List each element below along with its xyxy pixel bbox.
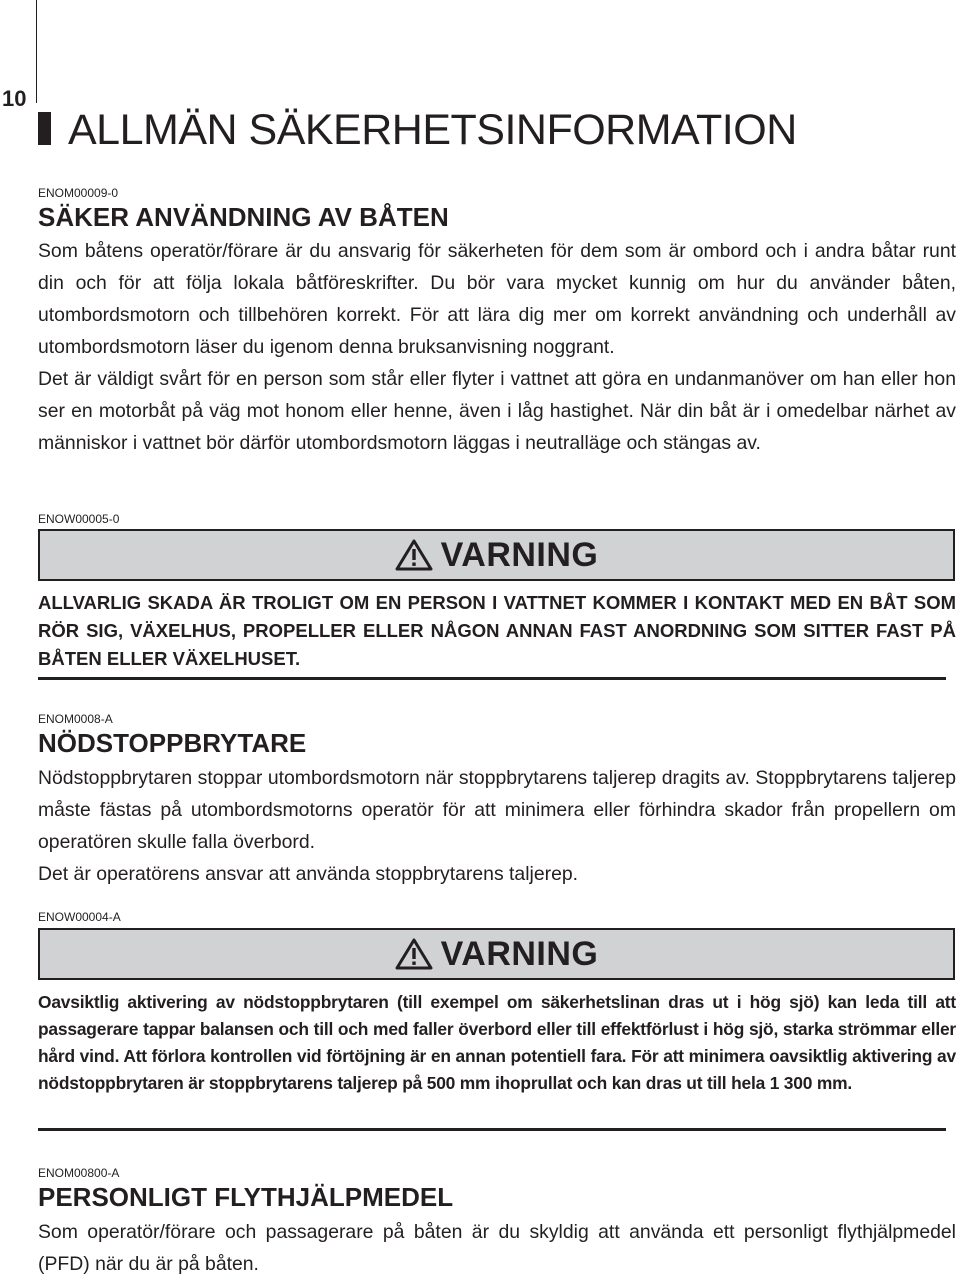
warning-triangle-icon xyxy=(395,937,433,971)
section-code: ENOM00009-0 xyxy=(38,186,119,200)
paragraph: Det är väldigt svårt för en person som står eller flyter i vattnet att göra en undanmanöver om han eller hon ser en motorbåt på väg mot honom eller henne, även i låg hastighet. När din båt är i omedelbar närhet av människor i vattnet bör därför utombordsmotorn läggas i neutralläge och stängas av. xyxy=(38,368,956,454)
section-title-emergency-stop: NÖDSTOPPBRYTARE xyxy=(38,728,307,758)
paragraph: Som båtens operatör/förare är du ansvarig för säkerheten för dem som är ombord och i andra båtar runt din och för att följa lokala båtföreskrifter. Du bör vara mycket kunnig om hur du använder båten, utombordsmotorn och tillbehören korrekt. För att lära dig mer om korrekt användning och underhåll av utombordsmotorn läser du igenom denna bruksanvisning noggrant. xyxy=(38,240,956,358)
paragraph: Det är operatörens ansvar att använda stoppbrytarens taljerep. xyxy=(38,863,579,885)
warning-header xyxy=(38,529,955,581)
paragraph: Som operatör/förare och passagerare på båten är du skyldig att använda ett personligt flythjälpmedel (PFD) när du är på båten. xyxy=(38,1221,956,1275)
warning-triangle-icon xyxy=(395,538,433,572)
chapter-title: ALLMÄN SÄKERHETSINFORMATION xyxy=(68,106,797,154)
warning-label: VARNING xyxy=(440,935,599,973)
section-body-emergency-stop xyxy=(38,762,956,890)
warning-label: VARNING xyxy=(440,536,599,574)
section-body-safe-use xyxy=(38,235,956,459)
section-code: ENOM0008-A xyxy=(38,712,113,726)
section-title-pfd: PERSONLIGT FLYTHJÄLPMEDEL xyxy=(38,1182,454,1212)
section-title-safe-use: SÄKER ANVÄNDNING AV BÅTEN xyxy=(38,202,449,232)
warning-text: Oavsiktlig aktivering av nödstoppbrytaren (till exempel om säkerhetslinan dras ut i hög sjö) kan leda till att passagerare tappar balansen och till och med faller överbord eller till effektförlust i hög sjö, starka strömmar eller hård vind. Att förlora kontrollen vid förtöjning är en annan potentiell fara. För att minimera oavsiktlig aktivering av nödstoppbrytaren är stoppbrytarens taljerep på 500 mm ihoprullat och kan dras ut till hela 1 300 mm. xyxy=(38,992,956,1093)
warning-header xyxy=(38,928,955,980)
paragraph: Nödstoppbrytaren stoppar utombordsmotorn när stoppbrytarens taljerep dragits av. Stoppbrytarens taljerep måste fästas på utombordsmotorns operatör för att minimera eller förhindra skador från propellern om operatören skulle falla överbord. xyxy=(38,767,956,853)
warning-text: ALLVARLIG SKADA ÄR TROLIGT OM EN PERSON I VATTNET KOMMER I KONTAKT MED EN BÅT SOM RÖR SIG, VÄXELHUS, PROPELLER ELLER NÅGON ANNAN FAST ANORDNING SOM SITTER FAST PÅ BÅTEN ELLER VÄXELHUSET. xyxy=(38,592,956,669)
page-number: 10 xyxy=(2,86,27,111)
divider xyxy=(38,1128,946,1131)
warning-code: ENOW00005-0 xyxy=(38,512,120,526)
chapter-marker xyxy=(38,112,51,145)
section-code: ENOM00800-A xyxy=(38,1166,120,1180)
divider xyxy=(38,677,946,680)
margin-rule xyxy=(36,0,37,103)
section-body-pfd xyxy=(38,1216,956,1280)
warning-code: ENOW00004-A xyxy=(38,910,121,924)
